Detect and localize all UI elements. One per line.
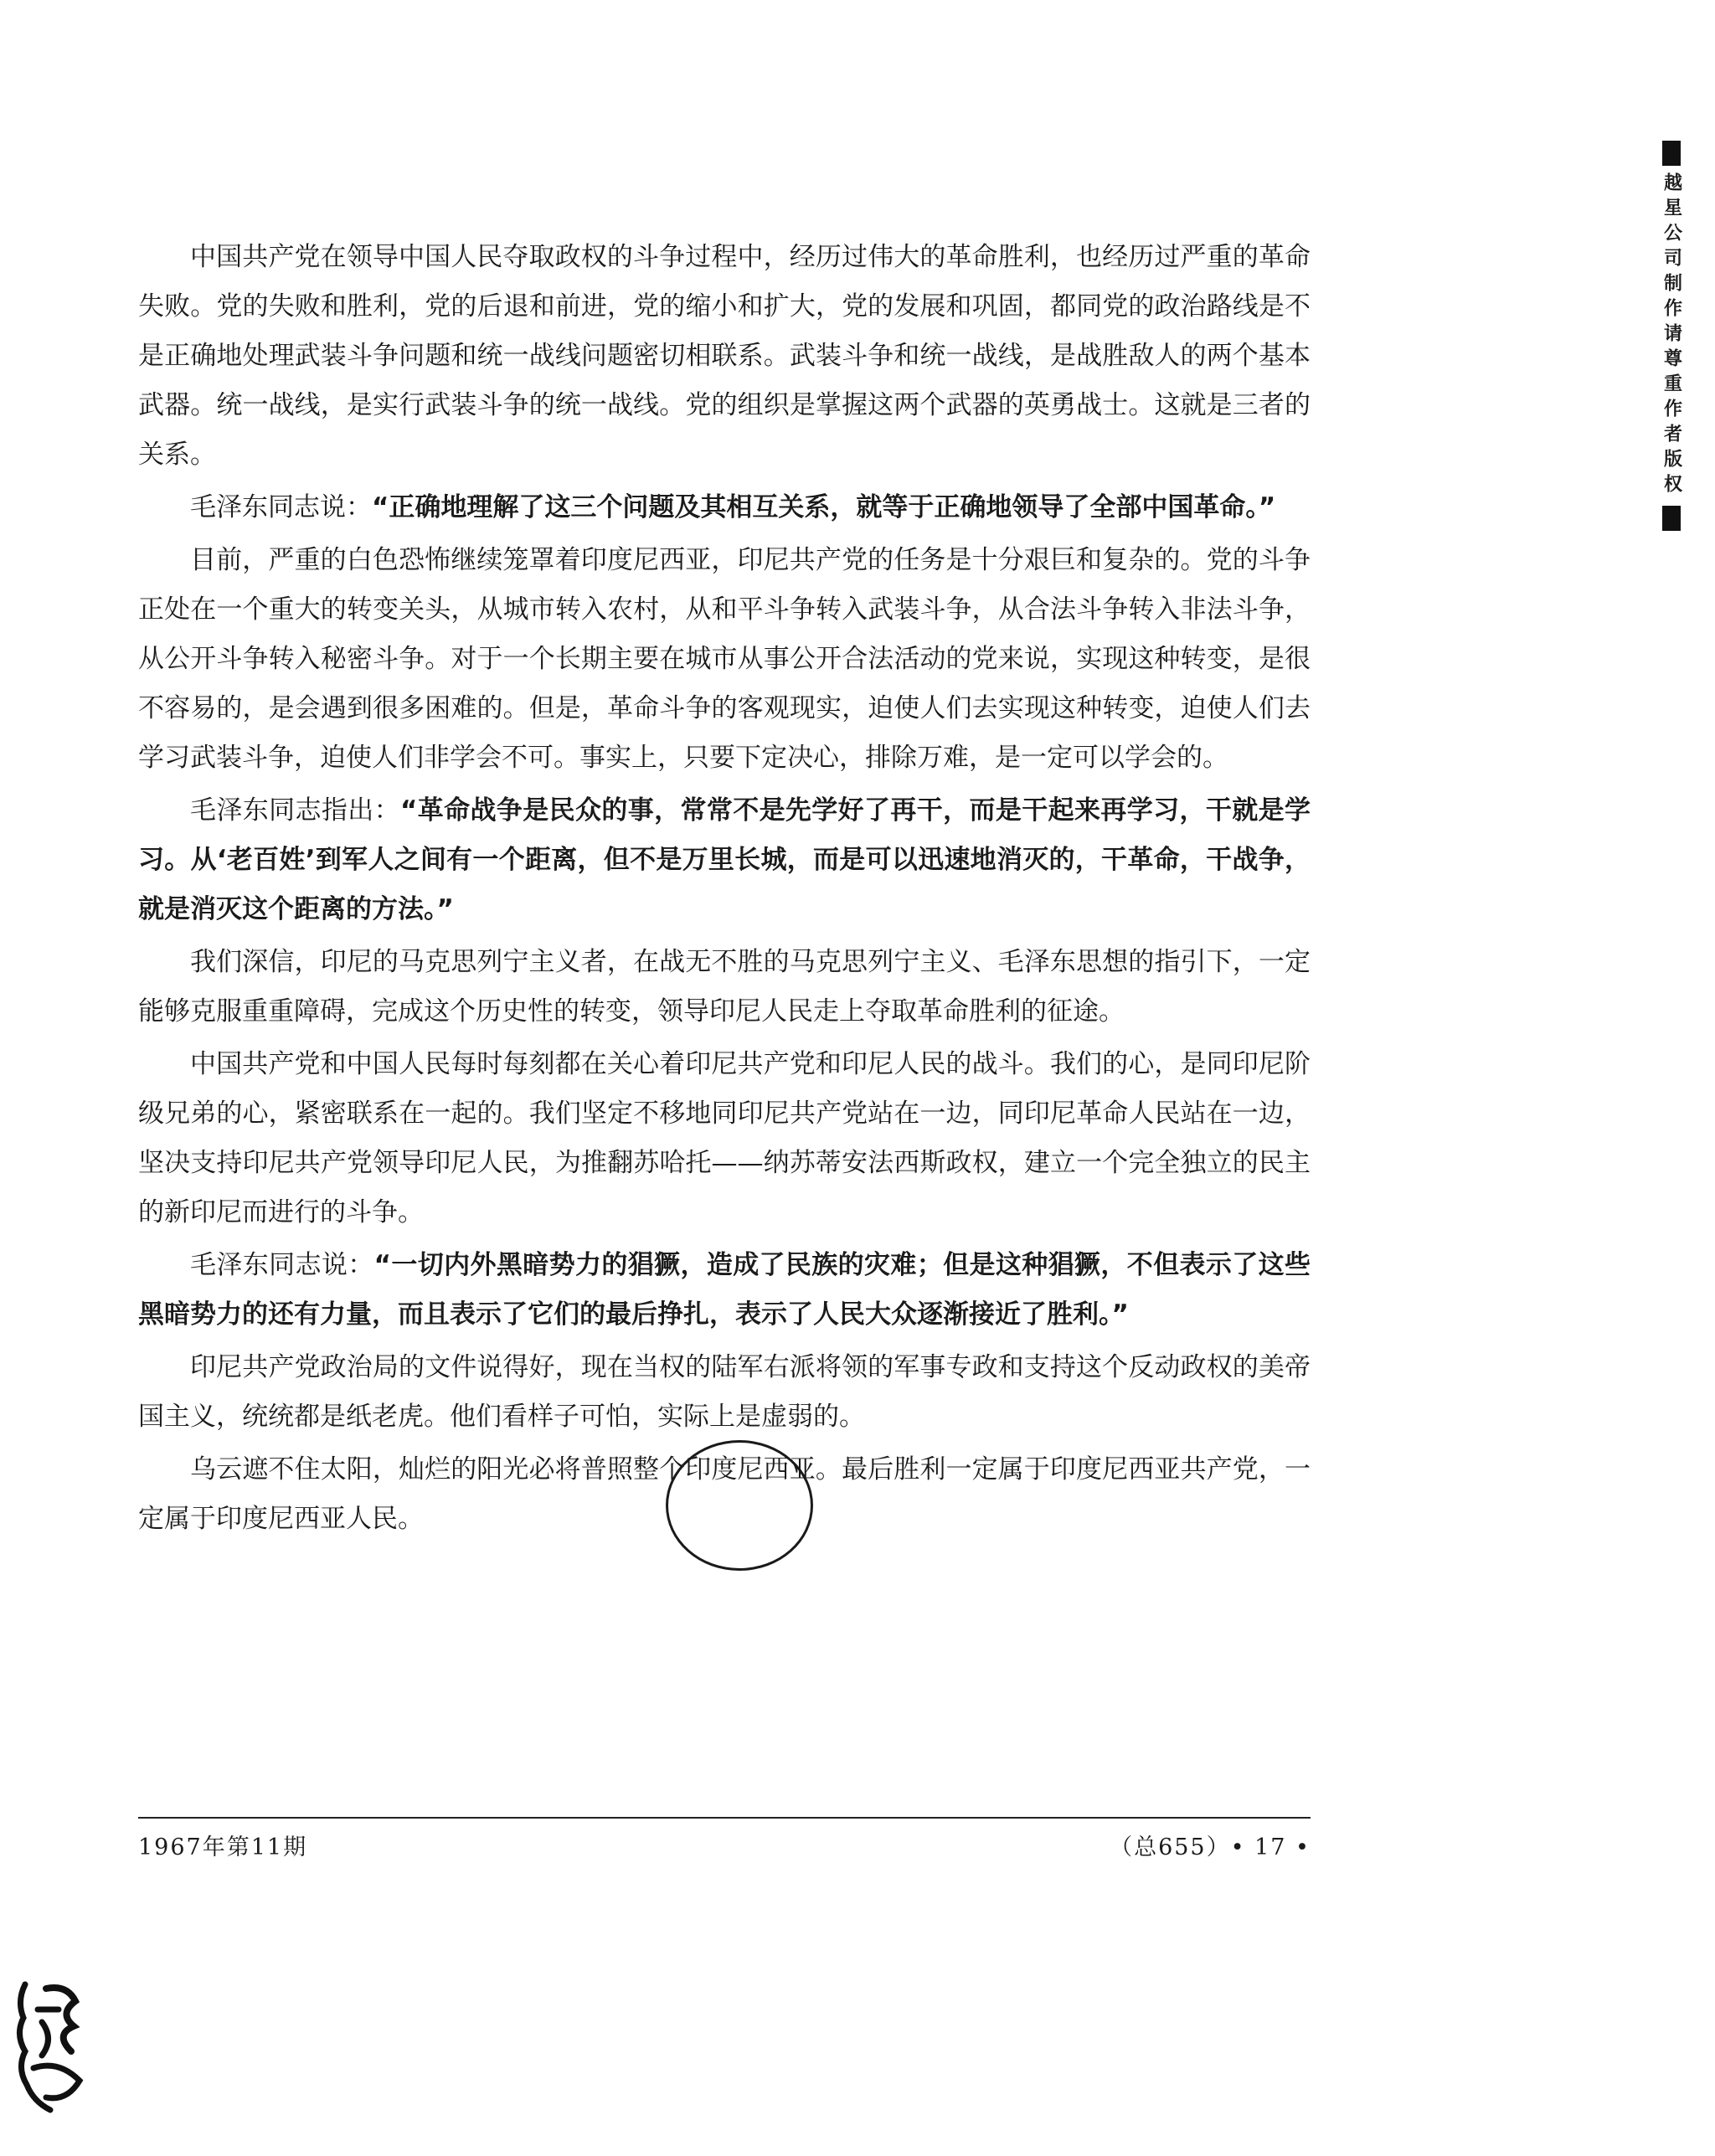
- paragraph-4: [138, 786, 1311, 934]
- paragraph-7: [138, 1241, 1311, 1340]
- paragraph-2: [138, 483, 1311, 533]
- paragraph-5: [138, 938, 1311, 1037]
- paragraph-text: 中国共产党在领导中国人民夺取政权的斗争过程中，经历过伟大的革命胜利，也经历过严重的革命失败。党的失败和胜利，党的后退和前进，党的缩小和扩大，党的发展和巩固，都同党的政治路线是不是正确地处理武装斗争问题和统一战线问题密切相联系。武装斗争和统一战线，是战胜敌人的两个基本武器。统一战线，是实行武装斗争的统一战线。党的组织是掌握这两个武器的英勇战士。这就是三者的关系。: [138, 242, 1311, 470]
- paragraph-text: 中国共产党和中国人民每时每刻都在关心着印尼共产党和印尼人民的战斗。我们的心，是同印尼阶级兄弟的心，紧密联系在一起的。我们坚定不移地同印尼共产党站在一边，同印尼革命人民站在一边，坚决支持印尼共产党领导印尼人民，为推翻苏哈托——纳苏蒂安法西斯政权，建立一个完全独立的民主的新印尼而进行的斗争。: [138, 1049, 1311, 1227]
- paragraph-intro: 毛泽东同志指出：: [190, 795, 400, 826]
- footer-issue: 1967年第11期: [138, 1834, 308, 1860]
- paragraph-intro: 毛泽东同志说：: [190, 492, 372, 522]
- strip-bottom-bar: [1662, 506, 1681, 531]
- paragraph-text: 乌云遮不住太阳，灿烂的阳光必将普照整个印度尼西亚。最后胜利一定属于印度尼西亚共产党，一定属于印度尼西亚人民。: [138, 1454, 1311, 1534]
- paragraph-quote: “革命战争是民众的事，常常不是先学好了再干，而是干起来再学习，干就是学习。从‘老百姓’到军人之间有一个距离，但不是万里长城，而是可以迅速地消灭的，干革命，干战争，就是消灭这个距离的方法。”: [138, 795, 1311, 924]
- paragraph-intro: 毛泽东同志说：: [190, 1250, 374, 1280]
- seal-stamp: [8, 1976, 92, 2118]
- paragraph-1: [138, 233, 1311, 480]
- strip-top-bar: [1662, 141, 1681, 166]
- side-watermark-text: 越星公司制作请尊重作者版权: [1661, 172, 1682, 499]
- paragraph-text: 目前，严重的白色恐怖继续笼罩着印度尼西亚，印尼共产党的任务是十分艰巨和复杂的。党的斗争正处在一个重大的转变关头，从城市转入农村，从和平斗争转入武装斗争，从合法斗争转入非法斗争，从公开斗争转入秘密斗争。对于一个长期主要在城市从事公开合法活动的党来说，实现这种转变，是很不容易的，是会遇到很多困难的。但是，革命斗争的客观现实，迫使人们去实现这种转变，迫使人们去学习武装斗争，迫使人们非学会不可。事实上，只要下定决心，排除万难，是一定可以学会的。: [138, 545, 1311, 773]
- paragraph-quote: “正确地理解了这三个问题及其相互关系，就等于正确地领导了全部中国革命。”: [372, 492, 1276, 522]
- paragraph-3: [138, 536, 1311, 783]
- paragraph-text: 我们深信，印尼的马克思列宁主义者，在战无不胜的马克思列宁主义、毛泽东思想的指引下，一定能够克服重重障碍，完成这个历史性的转变，领导印尼人民走上夺取革命胜利的征途。: [138, 947, 1311, 1027]
- article-body: [138, 233, 1311, 1547]
- paragraph-text: 印尼共产党政治局的文件说得好，现在当权的陆军右派将领的军事专政和支持这个反动政权的美帝国主义，统统都是纸老虎。他们看样子可怕，实际上是虚弱的。: [138, 1352, 1311, 1432]
- side-watermark-strip: [1655, 141, 1688, 531]
- paragraph-6: [138, 1040, 1311, 1238]
- paragraph-8: [138, 1343, 1311, 1442]
- footer-rule: [138, 1817, 1311, 1819]
- paragraph-quote: “一切内外黑暗势力的猖獗，造成了民族的灾难；但是这种猖獗，不但表示了这些黑暗势力的还有力量，而且表示了它们的最后挣扎，表示了人民大众逐渐接近了胜利。”: [138, 1250, 1311, 1330]
- handwritten-circle-mark: [666, 1440, 813, 1571]
- footer-page-number: （总655）• 17 •: [1110, 1834, 1311, 1860]
